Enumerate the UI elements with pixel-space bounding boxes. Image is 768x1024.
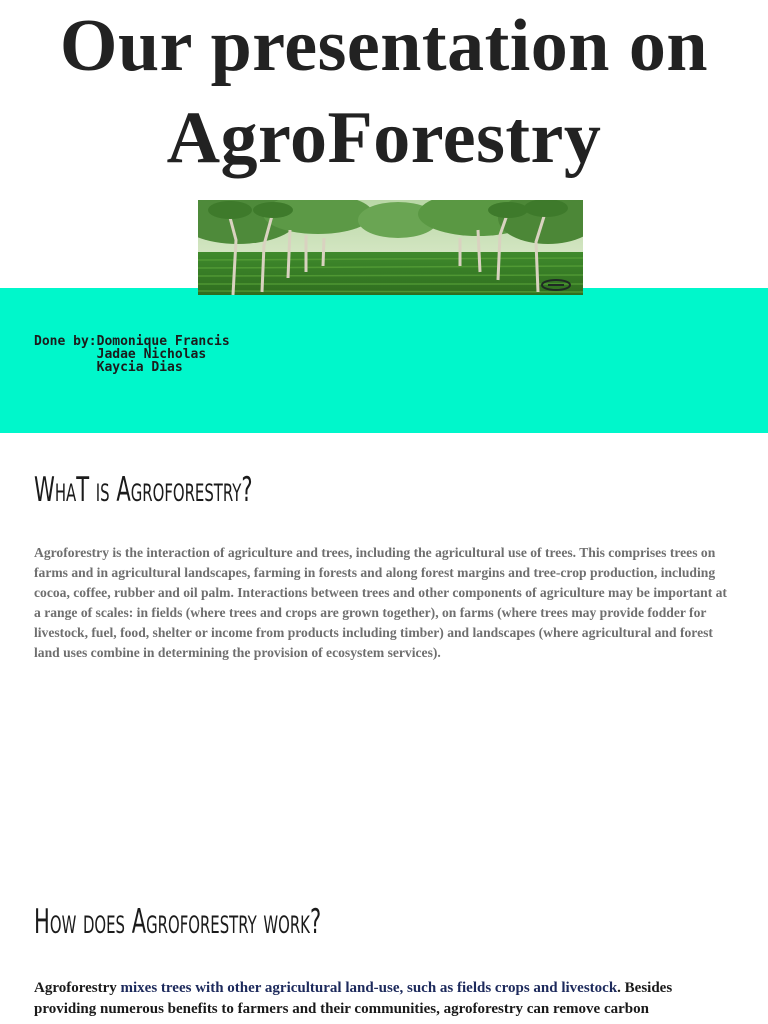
body-start: Agroforestry <box>34 980 117 996</box>
section-body-what: Agroforestry is the interaction of agriculture and trees, including the agricultural use of trees. This comprises trees on farms and in agricultural landscapes, farming in forests and along forest margins and tree-crop production, including cocoa, coffee, rubber and oil palm. Interactions between trees and other components of agriculture may be important at a range of scales: in fields (where trees and crops are grown together), on farms (where trees may provide fodder for livestock, fuel, food, shelter or income from products including timber) and landscapes (where agricultural and forest land uses combine in determining the provision of ecosystem services). <box>34 545 727 660</box>
section-heading-how: How does Agroforestry work? <box>34 902 322 942</box>
section-body-how <box>34 978 734 1020</box>
author-band <box>0 288 768 433</box>
author-line: Kaycia Dias <box>34 360 183 375</box>
body-rest: . Besides providing numerous benefits to farmers and their communities, agroforestry can remove carbon <box>34 980 673 1017</box>
agroforestry-field-photo <box>198 200 583 295</box>
author-line: Done by:Domonique Francis <box>34 334 230 349</box>
page-title <box>0 0 768 184</box>
section-heading-what: WhaT is Agroforestry? <box>34 470 253 510</box>
author-list <box>34 335 230 374</box>
author-line: Jadae Nicholas <box>34 347 207 362</box>
title-line-2: AgroForestry <box>166 97 602 179</box>
body-highlight: mixes trees with other agricultural land-use, such as fields crops and livestock <box>116 980 618 996</box>
title-line-1: Our presentation on <box>59 5 709 87</box>
